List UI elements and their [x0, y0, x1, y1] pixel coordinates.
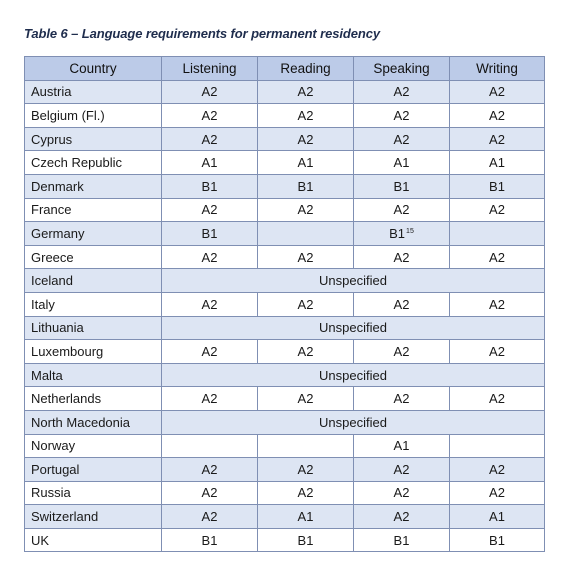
- reading-cell: A2: [258, 292, 354, 316]
- table-row: [25, 198, 545, 222]
- listening-cell: A2: [162, 505, 258, 529]
- table-row: [25, 340, 545, 364]
- country-cell: Russia: [25, 481, 162, 505]
- writing-cell: A2: [450, 245, 545, 269]
- table-row: [25, 434, 545, 458]
- header-listening: Listening: [162, 57, 258, 81]
- reading-cell: B1: [258, 174, 354, 198]
- country-cell: Iceland: [25, 269, 162, 293]
- table-row: [25, 245, 545, 269]
- country-cell: Greece: [25, 245, 162, 269]
- country-cell: Netherlands: [25, 387, 162, 411]
- writing-cell: A1: [450, 151, 545, 175]
- country-cell: Cyprus: [25, 127, 162, 151]
- header-speaking: Speaking: [354, 57, 450, 81]
- listening-cell: A2: [162, 245, 258, 269]
- country-cell: Belgium (Fl.): [25, 104, 162, 128]
- speaking-cell: A2: [354, 104, 450, 128]
- table-row: [25, 481, 545, 505]
- table-row: [25, 458, 545, 482]
- header-reading: Reading: [258, 57, 354, 81]
- speaking-cell: B1: [354, 528, 450, 552]
- reading-cell: A1: [258, 505, 354, 529]
- listening-cell: A2: [162, 292, 258, 316]
- speaking-cell: A2: [354, 340, 450, 364]
- listening-cell: A2: [162, 387, 258, 411]
- country-cell: North Macedonia: [25, 410, 162, 434]
- writing-cell: A2: [450, 80, 545, 104]
- writing-cell: [450, 222, 545, 246]
- language-requirements-table: [24, 56, 545, 552]
- speaking-cell: A1: [354, 434, 450, 458]
- listening-cell: [162, 434, 258, 458]
- reading-cell: B1: [258, 528, 354, 552]
- country-cell: Malta: [25, 363, 162, 387]
- reading-cell: A2: [258, 80, 354, 104]
- speaking-cell: A2: [354, 245, 450, 269]
- reading-cell: A2: [258, 340, 354, 364]
- speaking-cell: A2: [354, 387, 450, 411]
- speaking-cell: A2: [354, 458, 450, 482]
- writing-cell: B1: [450, 528, 545, 552]
- country-cell: Denmark: [25, 174, 162, 198]
- country-cell: Luxembourg: [25, 340, 162, 364]
- listening-cell: B1: [162, 528, 258, 552]
- country-cell: Italy: [25, 292, 162, 316]
- table-row: [25, 174, 545, 198]
- table-row: [25, 151, 545, 175]
- table-row: [25, 505, 545, 529]
- speaking-cell: A2: [354, 505, 450, 529]
- table-body: [25, 80, 545, 552]
- writing-cell: A2: [450, 340, 545, 364]
- speaking-cell: A2: [354, 481, 450, 505]
- reading-cell: A1: [258, 151, 354, 175]
- unspecified-cell: Unspecified: [162, 316, 545, 340]
- table-row: [25, 410, 545, 434]
- speaking-cell: A2: [354, 80, 450, 104]
- header-writing: Writing: [450, 57, 545, 81]
- reading-cell: A2: [258, 387, 354, 411]
- listening-cell: A2: [162, 104, 258, 128]
- country-cell: Czech Republic: [25, 151, 162, 175]
- table-caption: Table 6 – Language requirements for permanent residency: [24, 26, 380, 41]
- reading-cell: A2: [258, 127, 354, 151]
- writing-cell: [450, 434, 545, 458]
- table-row: [25, 127, 545, 151]
- reading-cell: A2: [258, 458, 354, 482]
- listening-cell: A2: [162, 198, 258, 222]
- table-row: [25, 80, 545, 104]
- table-row: [25, 269, 545, 293]
- writing-cell: A2: [450, 198, 545, 222]
- country-cell: UK: [25, 528, 162, 552]
- speaking-cell: A2: [354, 292, 450, 316]
- speaking-cell: A1: [354, 151, 450, 175]
- header-row: [25, 57, 545, 81]
- table-row: [25, 528, 545, 552]
- listening-cell: A2: [162, 481, 258, 505]
- reading-cell: A2: [258, 104, 354, 128]
- reading-cell: A2: [258, 481, 354, 505]
- unspecified-cell: Unspecified: [162, 363, 545, 387]
- table-row: [25, 222, 545, 246]
- unspecified-cell: Unspecified: [162, 410, 545, 434]
- speaking-cell: A2: [354, 198, 450, 222]
- writing-cell: B1: [450, 174, 545, 198]
- listening-cell: A2: [162, 127, 258, 151]
- speaking-cell: A2: [354, 127, 450, 151]
- listening-cell: A1: [162, 151, 258, 175]
- table-row: [25, 292, 545, 316]
- writing-cell: A2: [450, 387, 545, 411]
- header-country: Country: [25, 57, 162, 81]
- speaking-cell: B1: [354, 174, 450, 198]
- country-cell: Norway: [25, 434, 162, 458]
- reading-cell: A2: [258, 198, 354, 222]
- reading-cell: A2: [258, 245, 354, 269]
- listening-cell: B1: [162, 174, 258, 198]
- listening-cell: B1: [162, 222, 258, 246]
- writing-cell: A1: [450, 505, 545, 529]
- writing-cell: A2: [450, 458, 545, 482]
- country-cell: Germany: [25, 222, 162, 246]
- table-row: [25, 104, 545, 128]
- reading-cell: [258, 222, 354, 246]
- writing-cell: A2: [450, 481, 545, 505]
- writing-cell: A2: [450, 127, 545, 151]
- country-cell: Portugal: [25, 458, 162, 482]
- writing-cell: A2: [450, 104, 545, 128]
- writing-cell: A2: [450, 292, 545, 316]
- country-cell: Switzerland: [25, 505, 162, 529]
- country-cell: France: [25, 198, 162, 222]
- listening-cell: A2: [162, 80, 258, 104]
- speaking-cell: [354, 222, 450, 246]
- listening-cell: A2: [162, 458, 258, 482]
- country-cell: Austria: [25, 80, 162, 104]
- reading-cell: [258, 434, 354, 458]
- table-row: [25, 316, 545, 340]
- table-row: [25, 363, 545, 387]
- footnote-marker[interactable]: 15: [406, 227, 414, 235]
- country-cell: Lithuania: [25, 316, 162, 340]
- level-value: B1: [389, 225, 406, 241]
- table-row: [25, 387, 545, 411]
- listening-cell: A2: [162, 340, 258, 364]
- unspecified-cell: Unspecified: [162, 269, 545, 293]
